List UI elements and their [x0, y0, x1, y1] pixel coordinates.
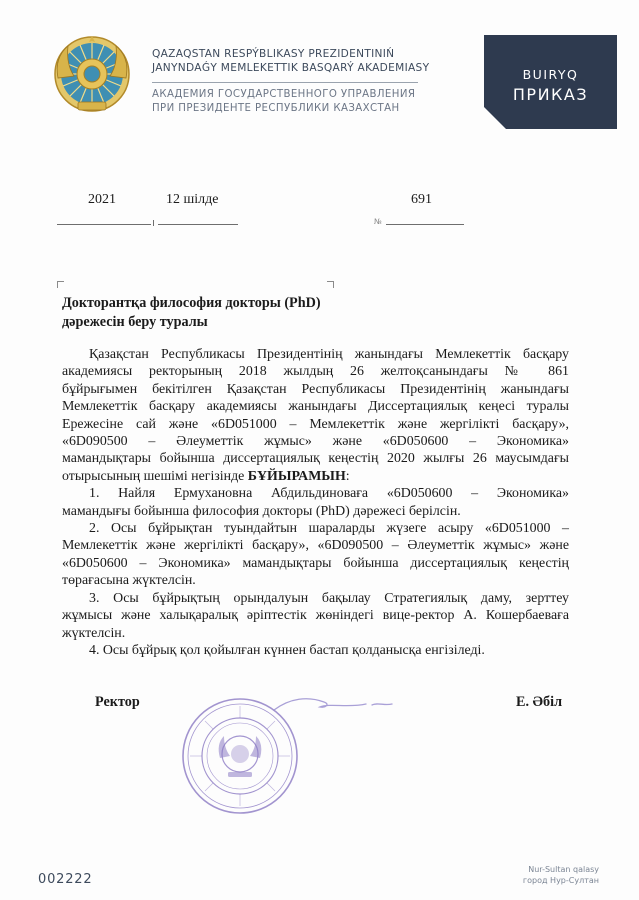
org-name-latin-line1: QAZAQSTAN RESPÝBLIKASY PREZIDENTINIŃ — [152, 48, 395, 60]
order-year: 2021 — [88, 192, 116, 207]
preamble-end: отырысының шешімі негізінде — [62, 468, 248, 484]
year-underline — [57, 224, 151, 225]
resolve-word: БҰЙЫРАМЫН — [247, 468, 346, 484]
preamble-line: Мемлекеттік басқару академиясы жанындағы Диссертациялық кеңесі туралы — [62, 399, 569, 415]
resolve-colon: : — [345, 468, 350, 484]
item3-line: жұмысы және халықаралық әріптестік жөніндегі вице-ректор А. Кошербаеваға — [62, 608, 569, 624]
doc-type-badge-text — [484, 35, 617, 129]
order-subject — [62, 294, 321, 332]
subject-corner-right — [327, 281, 334, 288]
subject-line2: дәрежесін беру туралы — [62, 314, 208, 330]
city-kz: Nur-Sultan qalasy — [528, 865, 599, 874]
order-body — [62, 346, 569, 659]
form-serial-number: 002222 — [38, 872, 93, 887]
handwritten-signature-icon — [268, 690, 408, 720]
org-name-latin-line2: JANYNDAǴY MEMLEKETTIK BASQARÝ AKADEMIASY — [152, 62, 430, 74]
preamble-line: Қазақстан Республикасы Президентінің жанындағы Мемлекеттік басқару — [89, 347, 569, 362]
item2-line: 2. Осы бұйрықтан туындайтын шараларды жүзеге асыру «6D051000 – — [89, 521, 569, 537]
item1-line: 1. Найля Ермухановна Абдильдиноваға «6D050600 – Экономика» — [89, 486, 569, 502]
state-emblem-icon — [52, 34, 132, 114]
order-day-month: 12 шілде — [166, 192, 219, 207]
doc-type-kz: BUIRYQ — [522, 67, 579, 82]
preamble-line: «6D090500 – Әлеуметтік жұмыс» және «6D050600 – Экономика» — [62, 434, 569, 450]
item3-line: жүктелсін. — [62, 625, 126, 641]
city-ru: город Нур-Султан — [522, 876, 599, 885]
org-name-russian-line1: АКАДЕМИЯ ГОСУДАРСТВЕННОГО УПРАВЛЕНИЯ — [152, 89, 416, 100]
order-number: 691 — [411, 192, 432, 207]
signer-name: Е. Әбіл — [516, 694, 563, 710]
number-label: № — [374, 217, 382, 226]
item3-line: 3. Осы бұйрықтың орындалуын бақылау Стратегиялық даму, зерттеу — [89, 590, 569, 606]
org-name-russian-line2: ПРИ ПРЕЗИДЕНТЕ РЕСПУБЛИКИ КАЗАХСТАН — [152, 103, 400, 114]
preamble-line: бұйрығымен бекітілген Қазақстан Республикасы Президентінің жанындағы — [62, 381, 569, 397]
header-divider — [152, 82, 418, 83]
preamble-line: академиясы ректорының 2018 жылдың 26 желтоқсанындағы № 861 — [62, 364, 569, 380]
item2-line: төрағасына жүктелсін. — [62, 573, 196, 589]
item1-line: мамандығы бойынша философия докторы (PhD) дәрежесі берілсін. — [62, 503, 461, 519]
item2-line: Мемлекеттік және жергілікті басқару», «6D090500 – Әлеуметтік жұмыс» және — [62, 538, 569, 554]
org-name-latin — [152, 47, 429, 75]
date-separator — [153, 220, 154, 226]
item4-line: 4. Осы бұйрық қол қойылған күннен бастап қолданысқа енгізіледі. — [89, 642, 485, 658]
day-underline — [158, 224, 238, 225]
issue-city — [523, 864, 599, 886]
subject-line1: Докторантқа философия докторы (PhD) — [62, 295, 321, 311]
org-name-russian — [152, 88, 415, 116]
item2-line: «6D050600 – Экономика» мамандықтары бойынша диссертациялық кеңестің — [62, 555, 569, 571]
number-underline — [386, 224, 464, 225]
doc-type-ru: ПРИКАЗ — [512, 85, 589, 104]
preamble-line: мамандықтары бойынша диссертациялық кеңестің 2020 жылғы 26 маусымдағы — [62, 451, 569, 467]
preamble-line: Ережесіне сай және «6D051000 – Мемлекеттік және жергілікті басқару», — [62, 416, 569, 432]
signer-position: Ректор — [95, 694, 140, 710]
subject-corner-left — [57, 281, 64, 288]
preamble-last-line — [62, 468, 569, 485]
